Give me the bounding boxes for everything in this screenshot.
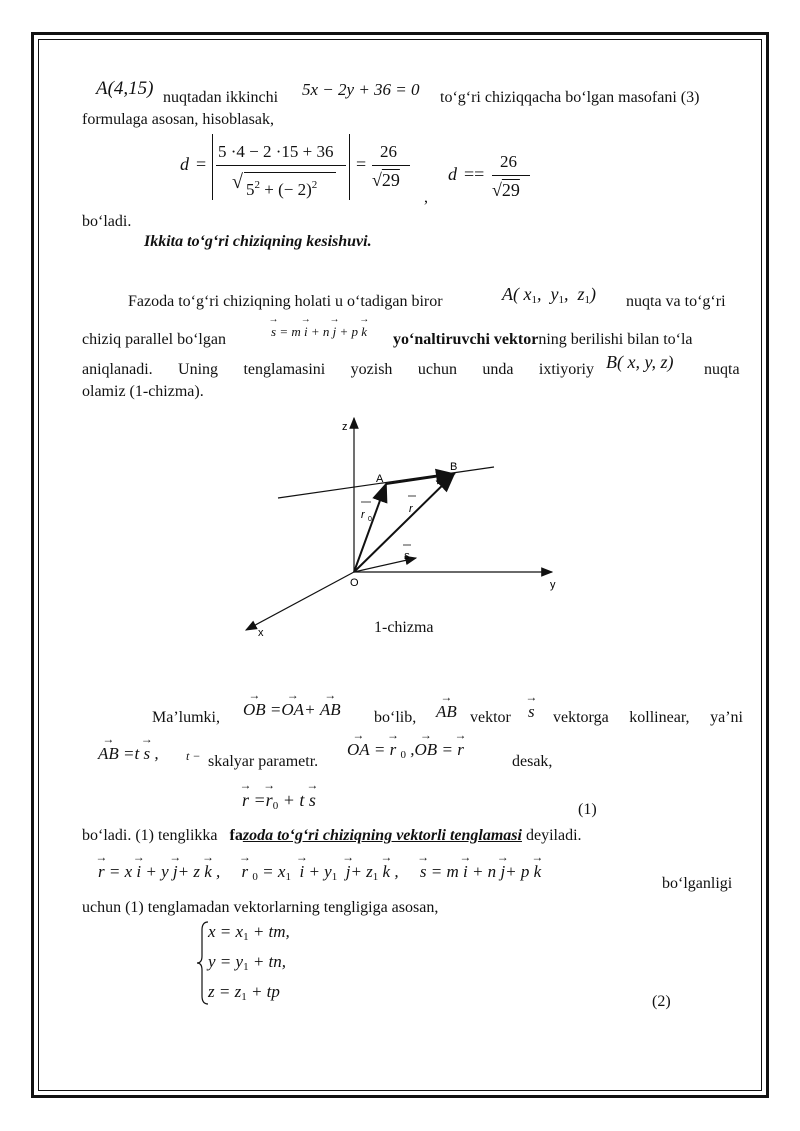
- line-equation: 5x − 2y + 36 = 0: [302, 80, 420, 99]
- system-eq-x: $x = x_1$ + tm,: [208, 922, 290, 943]
- eq-number-1: (1): [578, 801, 597, 818]
- point-a-label: A(4,15): [96, 78, 154, 99]
- p6-text-c: desak,: [512, 753, 553, 770]
- frac2-num: 26: [500, 152, 517, 171]
- direction-vector-eq: → s = m → i + n → j + p → k: [271, 322, 367, 342]
- r0-subscript: 0: [368, 516, 372, 523]
- p9-text: uchun (1) tenglamadan vektorlarning tengligiga asosan,: [82, 899, 439, 916]
- p1-text-a: Fazoda to‘g‘ri chiziqning holati u o‘tadigan biror: [128, 293, 443, 310]
- y-label: y: [550, 579, 556, 591]
- dist-eq: =: [196, 154, 207, 174]
- eq-number-2: (2): [652, 993, 671, 1010]
- vector-sum-eq: → OB =→ OA+ → AB: [243, 700, 341, 720]
- z-label: z: [342, 421, 348, 433]
- dist-comma: ,: [424, 189, 428, 206]
- r0-label: r: [361, 509, 365, 521]
- p5-text-a: Ma’lumki,: [152, 709, 220, 726]
- line-ab: [278, 467, 494, 498]
- x-label: x: [258, 627, 264, 639]
- vector-ab: [386, 474, 454, 484]
- r-label: r: [409, 503, 413, 515]
- vector-s-inline: → s: [528, 702, 535, 722]
- component-equations: → r = x → i + y → j+ z → k , → r $_0 = x_1 \to i + y_1 \to j+ z_1 \to k$ , → s = m → i + n → j+ p → k: [98, 862, 541, 887]
- point-a-diagram: A: [376, 473, 384, 485]
- vector-ab-inline: → AB: [436, 702, 457, 722]
- abs-left: [212, 134, 213, 200]
- p5-text-b: bo‘lib,: [374, 709, 417, 726]
- origin-label: O: [350, 577, 359, 589]
- p2-text-b: yo‘naltiruvchi vektorning berilishi bilan to‘la: [393, 331, 693, 348]
- frac-den: √29: [372, 170, 400, 190]
- p5-text-c: vektor: [470, 709, 511, 726]
- dist-fraction-line: [216, 165, 346, 166]
- dist-numerator: 5 ·4 − 2 ·15 + 36: [218, 142, 334, 161]
- x-axis: [246, 572, 354, 630]
- collinear-eq: → AB =t → s ,: [98, 744, 159, 764]
- system-eq-y: $y = y_1$ + tn,: [208, 952, 287, 973]
- param-t: t −: [186, 749, 201, 763]
- p6-text-b: skalyar parametr.: [208, 753, 319, 770]
- frac2-den: √29: [492, 180, 520, 200]
- dist-denominator: $5^2$ + (− 2)$^2$: [246, 179, 318, 199]
- s-label: s: [404, 550, 410, 562]
- figure-1-diagram: [238, 410, 568, 642]
- intro-text-1: nuqtadan ikkinchi: [163, 89, 279, 106]
- dist-d: d: [180, 154, 189, 174]
- p1-point-a: A( $x_1$, $y_1$, $z_1$): [502, 284, 596, 306]
- abs-right: [349, 134, 350, 200]
- dist-eq2: =: [356, 154, 367, 174]
- sqrt-bar: [244, 172, 336, 173]
- frac-num: 26: [380, 142, 397, 161]
- frac-line: [372, 165, 410, 166]
- section-heading: Ikkita to‘g‘ri chiziqning kesishuvi.: [144, 233, 372, 250]
- frac2-line: [492, 175, 530, 176]
- dist-d2: d: [448, 164, 457, 184]
- oa-ob-def: → OA = → r $_0$ ,→ OB = → r: [347, 740, 464, 765]
- point-b-diagram: B: [450, 461, 458, 473]
- figure-caption: 1-chizma: [374, 619, 434, 636]
- intro-text-2: to‘g‘ri chiziqqacha bo‘lgan masofani (3): [440, 89, 700, 106]
- p5-text-d: vektorga kollinear, ya’ni: [553, 709, 743, 726]
- vector-line-eq: → $r =\to r_0 + t \to s$: [242, 790, 316, 816]
- p3-point-b: B( x, y, z): [606, 352, 674, 372]
- vector-r0: [354, 484, 386, 572]
- p4-text: olamiz (1-chizma).: [82, 383, 204, 400]
- boladi-1: bo‘ladi.: [82, 213, 132, 230]
- dist-eq3: ==: [464, 164, 485, 184]
- p1-text-b: nuqta va to‘g‘ri: [626, 293, 726, 310]
- p3-text-a: aniqlanadi. Uning tenglamasini yozish uchun unda ixtiyoriy: [82, 361, 594, 378]
- p7-text: bo‘ladi. (1) tenglikka fazoda to‘g‘ri chiziqning vektorli tenglamasi deyiladi.: [82, 827, 582, 844]
- p8-text-b: bo‘lganligi: [662, 875, 733, 892]
- system-eq-z: $z = z_1$ + tp: [208, 982, 280, 1003]
- sqrt-sign: √: [232, 171, 243, 193]
- p3-text-b: nuqta: [704, 361, 740, 378]
- intro-text-3: formulaga asosan, hisoblasak,: [82, 111, 274, 128]
- p2-text-a: chiziq parallel bo‘lgan: [82, 331, 226, 348]
